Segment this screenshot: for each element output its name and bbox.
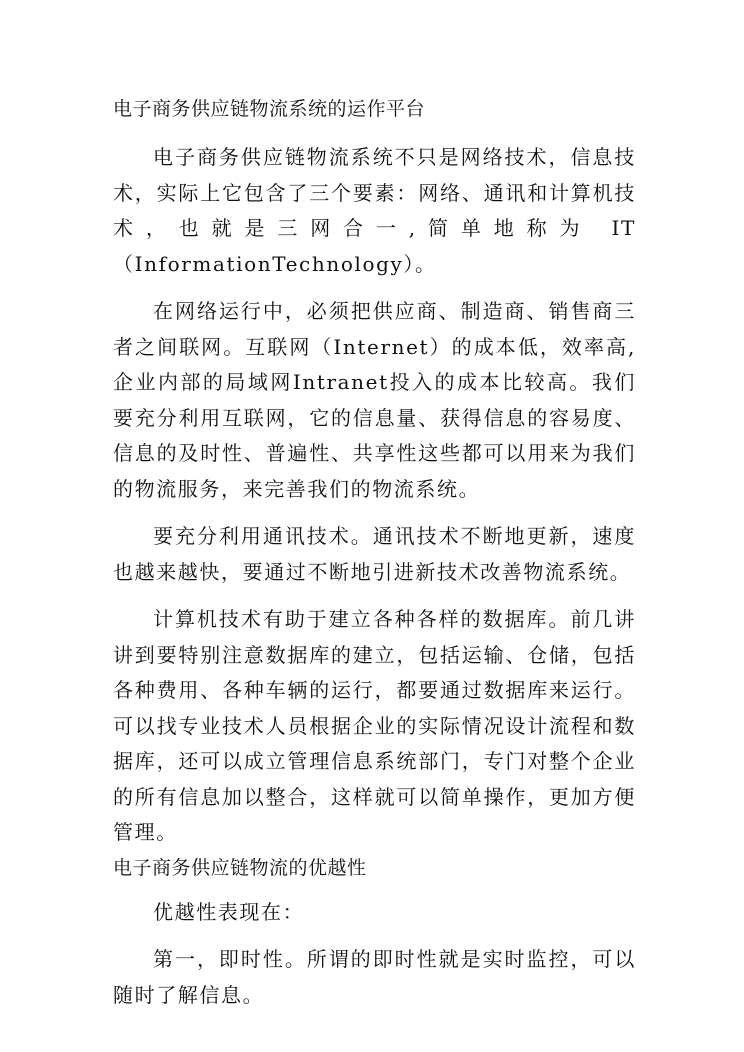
paragraph-communication-tech: 要充分利用通讯技术。通讯技术不断地更新，速度也越来越快，要通过不断地引进新技术改善物流系统。 [113, 524, 636, 584]
paragraph-first-immediacy: 第一，即时性。所谓的即时性就是实时监控，可以随时了解信息。 [113, 947, 636, 1007]
paragraph-computer-tech: 计算机技术有助于建立各种各样的数据库。前几讲讲到要特别注意数据库的建立，包括运输、仓储，包括各种费用、各种车辆的运行，都要通过数据库来运行。可以找专业技术人员根据企业的实际情况设计流程和数据库，还可以成立管理信息系统部门，专门对整个企业的所有信息加以整合，这样就可以简单操作，更加方便管理。 [113, 607, 636, 844]
paragraph-advantages-intro: 优越性表现在： [153, 899, 305, 924]
paragraph-network-operation: 在网络运行中，必须把供应商、制造商、销售商三者之间联网。互联网（Internet）的成本低，效率高,企业内部的局域网Intranet投入的成本比较高。我们要充分利用互联网，它的信息量、获得信息的容易度、信息的及时性、普遍性、共享性这些都可以用来为我们的物流服务，来完善我们的物流系统。 [113, 299, 636, 501]
section-heading-advantages: 电子商务供应链物流的优越性 [113, 856, 367, 879]
section-heading-operation-platform: 电子商务供应链物流系统的运作平台 [113, 98, 426, 120]
paragraph-three-elements: 电子商务供应链物流系统不只是网络技术，信息技术，实际上它包含了三个要素：网络、通讯和计算机技术，也就是三网合一,简单地称为 IT（InformationTechnology）。 [113, 145, 636, 276]
